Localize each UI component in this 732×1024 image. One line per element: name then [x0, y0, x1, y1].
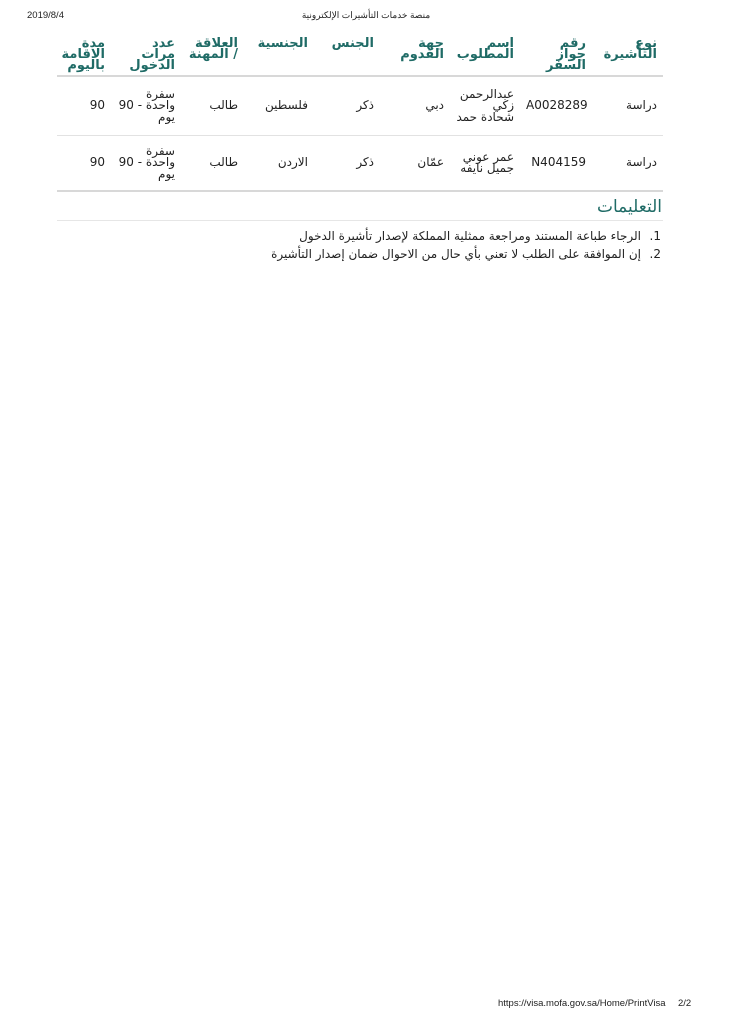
cell-arrival: دبي [380, 76, 450, 136]
header-gender: الجنس [314, 30, 380, 76]
header-entries: عدد مرات الدخول [111, 30, 181, 76]
list-item [121, 245, 661, 263]
applicants-table [57, 30, 663, 192]
cell-passport-no: N404159 [520, 136, 592, 192]
print-header-date: 2019/8/4 [27, 10, 64, 21]
table-header-row [57, 30, 663, 76]
cell-passport-no: A0028289 [520, 76, 592, 136]
cell-arrival: عمّان [380, 136, 450, 192]
header-arrival: جهة القدوم [380, 30, 450, 76]
header-visa-type: نوع التأشيرة [592, 30, 663, 76]
print-footer-url: https://visa.mofa.gov.sa/Home/PrintVisa [498, 998, 666, 1009]
print-header-title: منصة خدمات التأشيرات الإلكترونية [301, 10, 431, 20]
cell-gender: ذكر [314, 136, 380, 192]
print-footer-page: 2/2 [678, 998, 692, 1009]
list-item [121, 227, 661, 245]
instruction-number: 2. [649, 247, 661, 261]
header-name: اسم المطلوب [450, 30, 520, 76]
cell-nationality: فلسطين [244, 76, 314, 136]
header-stay: مدة الاقامة باليوم [57, 30, 111, 76]
cell-visa-type: دراسة [592, 76, 663, 136]
table-row [57, 136, 663, 192]
cell-stay: 90 [57, 136, 111, 192]
applicants-table-container [57, 30, 663, 192]
cell-stay: 90 [57, 76, 111, 136]
instruction-text: إن الموافقة على الطلب لا تعني بأي حال من الاحوال ضمان إصدار التأشيرة [271, 247, 641, 261]
header-relation: العلاقة / المهنة [181, 30, 244, 76]
cell-name: عبدالرحمن زكي شحادة حمد [450, 76, 520, 136]
table-row [57, 76, 663, 136]
instruction-text: الرجاء طباعة المستند ومراجعة ممثلية المملكة لإصدار تأشيرة الدخول [299, 229, 641, 243]
cell-gender: ذكر [314, 76, 380, 136]
header-passport-no: رقم جواز السفر [520, 30, 592, 76]
cell-entries: سفرة واحدة - 90 يوم [111, 76, 181, 136]
cell-relation: طالب [181, 76, 244, 136]
cell-name: عمر عوني جميل نايفه [450, 136, 520, 192]
cell-visa-type: دراسة [592, 136, 663, 192]
instructions-divider [57, 220, 663, 221]
cell-entries: سفرة واحدة - 90 يوم [111, 136, 181, 192]
instructions-list [121, 227, 661, 263]
cell-nationality: الاردن [244, 136, 314, 192]
instruction-number: 1. [649, 229, 661, 243]
instructions-title: التعليمات [596, 197, 662, 217]
cell-relation: طالب [181, 136, 244, 192]
header-nationality: الجنسية [244, 30, 314, 76]
